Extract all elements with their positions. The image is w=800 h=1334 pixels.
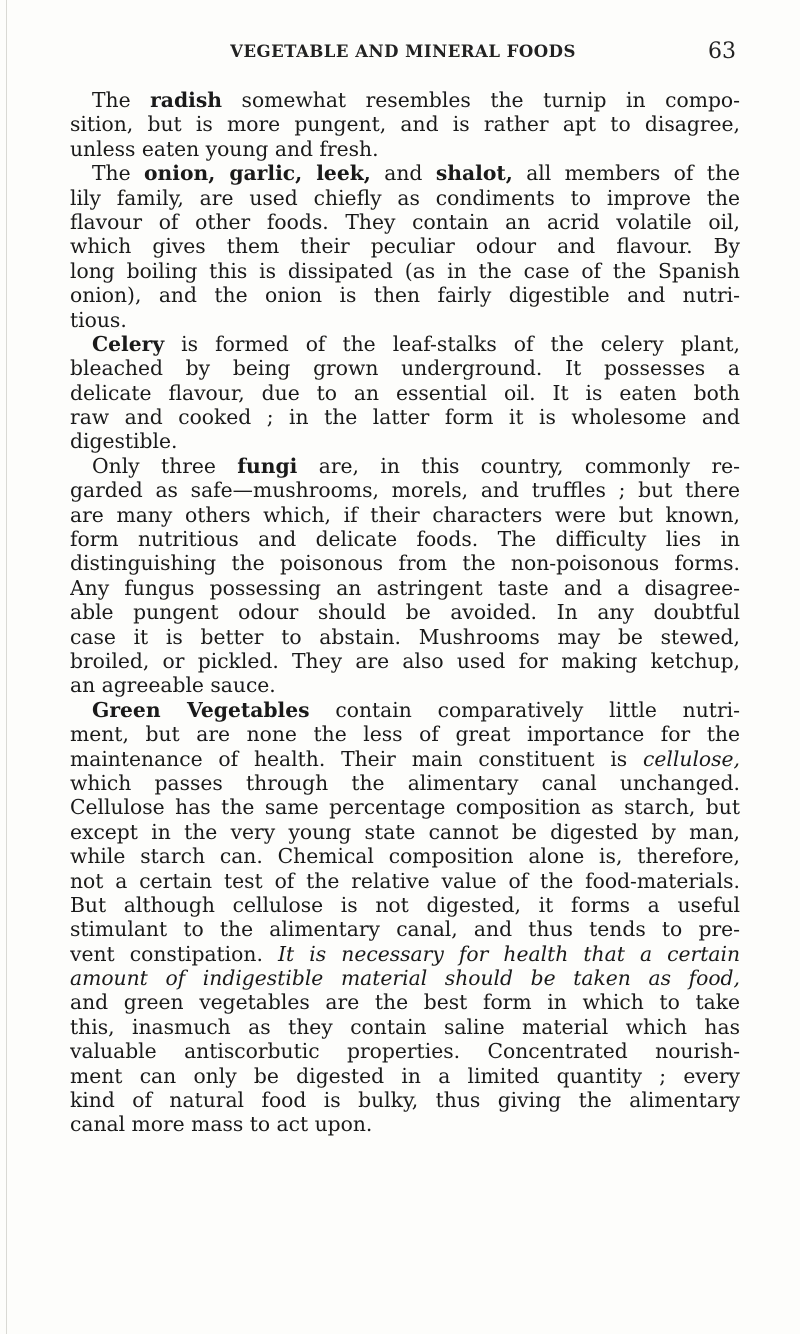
text-line: [70, 844, 740, 868]
page-edge-rule: [6, 0, 7, 1334]
text-line: [70, 308, 740, 332]
bold-term: fungi: [237, 453, 298, 478]
text-run: not a certain test of the relative value of the food-materials.: [70, 868, 740, 893]
text-run: case it is better to abstain. Mushrooms may be stewed,: [70, 624, 740, 649]
text-run: garded as safe—mushrooms, morels, and truffles ; but there: [70, 478, 740, 503]
text-line: [70, 259, 740, 283]
text-line: [70, 210, 740, 234]
page-number: 63: [708, 39, 736, 64]
text-line: [70, 161, 740, 185]
text-run: vent constipation.: [70, 941, 279, 966]
text-line: [70, 1088, 740, 1112]
text-run: The: [92, 161, 145, 186]
text-line: [70, 1015, 740, 1039]
paragraph: [70, 698, 740, 1137]
text-line: [70, 893, 740, 917]
text-run: valuable antiscorbutic properties. Concentrated nourish-: [70, 1039, 740, 1064]
text-line: [70, 673, 740, 697]
text-run: is formed of the leaf-stalks of the celery plant,: [164, 331, 740, 356]
bold-term: Green Vegetables: [92, 697, 310, 722]
text-line: [70, 576, 740, 600]
text-run: and: [370, 161, 436, 186]
italic-text: It is necessary for health that a certain: [278, 941, 740, 966]
text-line: [70, 747, 740, 771]
text-run: lily family, are used chiefly as condiments to improve the: [70, 185, 740, 210]
text-run: an agreeable sauce.: [70, 673, 276, 698]
text-run: Cellulose has the same percentage composition as starch, but: [70, 795, 740, 820]
text-run: and green vegetables are the best form in which to take: [70, 990, 740, 1015]
paragraph: [70, 161, 740, 332]
text-line: [70, 478, 740, 502]
text-line: [70, 771, 740, 795]
text-body: [70, 88, 740, 1137]
text-run: raw and cooked ; in the latter form it is wholesome and: [70, 405, 740, 430]
text-line: [70, 88, 740, 112]
text-run: flavour of other foods. They contain an acrid volatile oil,: [70, 209, 740, 234]
text-line: [70, 698, 740, 722]
text-line: [70, 1112, 740, 1136]
running-title: VEGETABLE AND MINERAL FOODS: [230, 42, 576, 61]
text-line: [70, 869, 740, 893]
text-line: [70, 795, 740, 819]
text-run: sition, but is more pungent, and is rather apt to disagree,: [70, 112, 740, 137]
text-run: which passes through the alimentary canal unchanged.: [70, 770, 740, 795]
text-line: [70, 234, 740, 258]
text-run: kind of natural food is bulky, thus giving the alimentary: [70, 1088, 740, 1113]
text-line: [70, 942, 740, 966]
text-line: [70, 966, 740, 990]
text-line: [70, 112, 740, 136]
text-run: Any fungus possessing an astringent taste and a disagree-: [70, 575, 740, 600]
text-run: able pungent odour should be avoided. In any doubtful: [70, 600, 740, 625]
text-run: while starch can. Chemical composition alone is, therefore,: [70, 844, 740, 869]
text-run: bleached by being grown underground. It possesses a: [70, 356, 740, 381]
text-run: unless eaten young and fresh.: [70, 136, 379, 161]
paragraph: [70, 88, 740, 161]
paragraph: [70, 454, 740, 698]
text-line: [70, 186, 740, 210]
text-line: [70, 137, 740, 161]
text-run: except in the very young state cannot be digested by man,: [70, 819, 740, 844]
text-line: [70, 283, 740, 307]
text-line: [70, 332, 740, 356]
text-run: tious.: [70, 307, 127, 332]
text-line: [70, 820, 740, 844]
bold-term: Celery: [92, 331, 165, 356]
text-line: [70, 551, 740, 575]
italic-text: cellulose,: [643, 746, 740, 771]
text-run: ment can only be digested in a limited quantity ; every: [70, 1063, 740, 1088]
text-run: are, in this country, commonly re-: [297, 453, 740, 478]
bold-term: radish: [150, 88, 223, 112]
text-run: are many others which, if their characters were but known,: [70, 502, 740, 527]
bold-term: onion, garlic, leek,: [144, 161, 371, 186]
text-line: [70, 1064, 740, 1088]
text-run: which gives them their peculiar odour and flavour. By: [70, 234, 740, 259]
text-line: [70, 1039, 740, 1063]
text-run: long boiling this is dissipated (as in the case of the Spanish: [70, 258, 740, 283]
text-line: [70, 649, 740, 673]
text-line: [70, 356, 740, 380]
text-run: all members of the: [512, 161, 740, 186]
text-run: delicate flavour, due to an essential oil. It is eaten both: [70, 380, 740, 405]
text-run: somewhat resembles the turnip in compo-: [222, 88, 740, 112]
text-line: [70, 527, 740, 551]
text-run: onion), and the onion is then fairly digestible and nutri-: [70, 283, 740, 308]
text-run: But although cellulose is not digested, it forms a useful: [70, 892, 740, 917]
text-run: broiled, or pickled. They are also used for making ketchup,: [70, 648, 740, 673]
text-run: distinguishing the poisonous from the non-poisonous forms.: [70, 551, 740, 576]
text-run: canal more mass to act upon.: [70, 1112, 373, 1137]
text-run: digestible.: [70, 429, 178, 454]
text-run: form nutritious and delicate foods. The difficulty lies in: [70, 527, 740, 552]
text-line: [70, 722, 740, 746]
italic-text: amount of indigestible material should be taken as food,: [70, 966, 740, 991]
text-line: [70, 625, 740, 649]
text-run: ment, but are none the less of great importance for the: [70, 722, 740, 747]
text-line: [70, 600, 740, 624]
text-line: [70, 454, 740, 478]
text-line: [70, 990, 740, 1014]
paragraph: [70, 332, 740, 454]
text-line: [70, 405, 740, 429]
bold-term: shalot,: [435, 161, 513, 186]
text-run: contain comparatively little nutri-: [309, 697, 740, 722]
text-line: [70, 917, 740, 941]
text-run: maintenance of health. Their main constituent is: [70, 746, 644, 771]
text-run: stimulant to the alimentary canal, and thus tends to pre-: [70, 917, 740, 942]
text-line: [70, 503, 740, 527]
text-run: this, inasmuch as they contain saline material which has: [70, 1014, 740, 1039]
text-run: The: [92, 88, 151, 112]
text-run: Only three: [92, 453, 238, 478]
text-line: [70, 381, 740, 405]
running-head: [70, 39, 736, 66]
text-line: [70, 429, 740, 453]
